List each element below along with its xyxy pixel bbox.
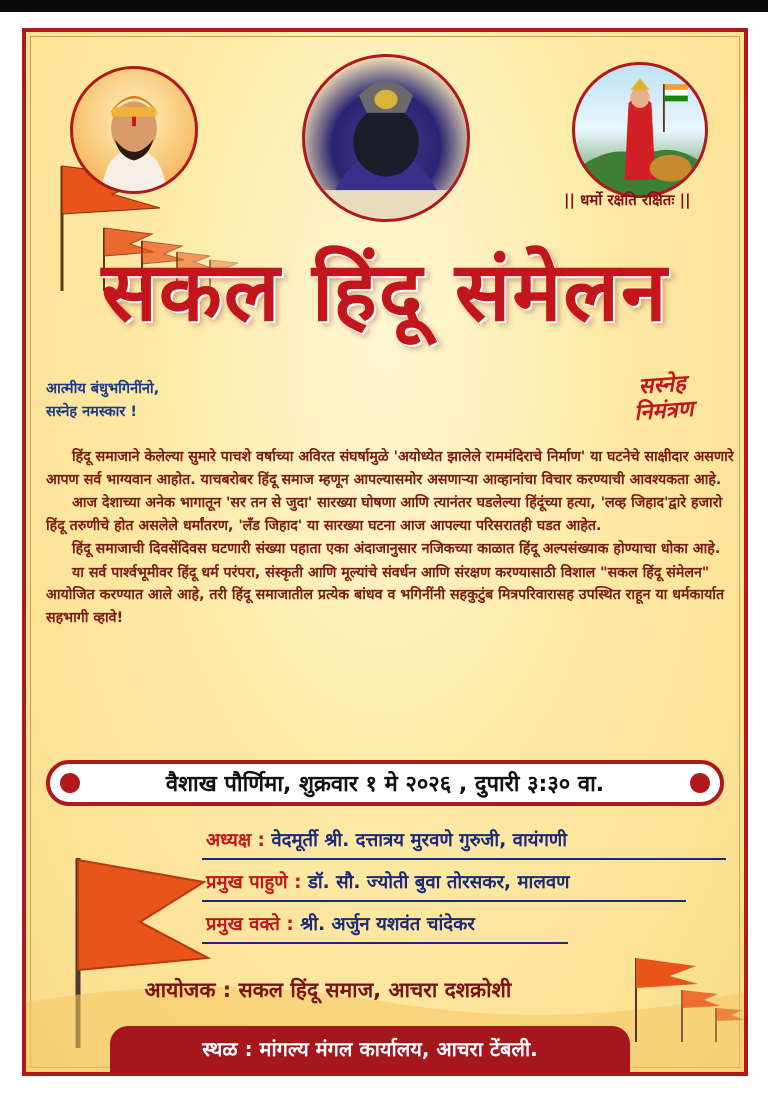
paragraph-2: आज देशाच्या अनेक भागातून 'सर तन से जुदा' सारख्या घोषणा आणि त्यानंतर घडलेल्या हिंदूंच्या हत्या, 'लव्ह जिहाद'द्वारे हजारो हिंदू तरुणीचे होत असलेले धर्मांतरण, 'लँड जिहाद' या सारख्या घटना आज आपल्या परिसरातही घडत आहेत.	[46, 495, 723, 534]
greeting-line-2: सस्नेह नमस्कार !	[46, 404, 137, 420]
role-chief-speaker	[206, 908, 726, 950]
role-president	[206, 824, 726, 866]
bullet-dot-icon	[690, 773, 710, 793]
underline	[202, 942, 568, 944]
bullet-dot-icon	[60, 773, 80, 793]
role-value: श्री. अर्जुन यशवंत चांदेकर	[300, 914, 475, 935]
venue-banner: स्थळ : मांगल्य मंगल कार्यालय, आचरा टेंबली.	[110, 1026, 630, 1072]
invitation-poster	[22, 28, 748, 1076]
underline	[202, 858, 726, 860]
paragraph-1: हिंदू समाजाने केलेल्या सुमारे पाचशे वर्षाच्या अविरत संघर्षामुळे 'अयोध्येत झालेले राममंदिराचे निर्माण' या घटनेचे साक्षीदार असणारे आपण सर्व भाग्यवान आहोत. याचबरोबर हिंदू समाज म्हणून आपल्यासमोर असणाऱ्या आव्हानांचा विचार करण्याची आवश्यकता आहे.	[46, 449, 734, 488]
top-black-bar	[0, 0, 768, 12]
event-datetime: वैशाख पौर्णिमा, शुक्रवार १ मे २०२६ , दुपारी ३:३० वा.	[165, 772, 605, 797]
deity-portrait	[302, 54, 470, 222]
role-key: प्रमुख वक्ते :	[206, 914, 301, 935]
invitation-badge-line-2: निमंत्रण	[633, 395, 695, 426]
event-title: सकल हिंदू संमेलन	[101, 244, 669, 340]
role-value: डॉ. सौ. ज्योती बुवा तोरसकर, मालवण	[307, 872, 570, 893]
bharat-mata-portrait	[572, 62, 708, 198]
underline	[202, 900, 686, 902]
invitation-body	[46, 446, 734, 630]
warrior-king-portrait	[70, 66, 198, 194]
event-date-banner	[46, 760, 724, 806]
paragraph-3: हिंदू समाजाची दिवसेंदिवस घटणारी संख्या पहाता एका अंदाजानुसार नजिकच्या काळात हिंदू अल्पसंख्याक होण्याचा धोका आहे.	[72, 541, 721, 557]
saffron-flags-cluster-icon	[626, 952, 746, 1042]
role-chief-guest	[206, 866, 726, 908]
paragraph-4: या सर्व पार्श्वभूमीवर हिंदू धर्म परंपरा, संस्कृती आणि मूल्यांचे संवर्धन आणि संरक्षण करण्यासाठी विशाल "सकल हिंदू संमेलन" आयोजित करण्यात आले आहे, तरी हिंदू समाजातील प्रत्येक बांधव व भगिनींनी सहकुटुंब मित्रपरिवारासह उपस्थित राहून या धर्मकार्यात सहभागी व्हावे!	[46, 564, 725, 626]
greeting-line-1: आत्मीय बंधुभगिनींनो,	[46, 381, 160, 397]
sanskrit-motto: || धर्मो रक्षति रक्षितः ||	[564, 191, 691, 209]
guest-list	[206, 824, 726, 950]
role-key: अध्यक्ष :	[206, 830, 272, 851]
role-key: प्रमुख पाहुणे :	[206, 872, 308, 893]
organizer: आयोजक : सकल हिंदू समाज, आचरा दशक्रोशी	[144, 978, 512, 1002]
greeting-block	[46, 378, 159, 424]
role-value: वेदमूर्ती श्री. दत्तात्रय मुरवणे गुरुजी, वायंगणी	[271, 830, 568, 851]
invitation-badge-line-1: सस्नेह	[637, 370, 687, 400]
invitation-badge	[606, 368, 719, 428]
